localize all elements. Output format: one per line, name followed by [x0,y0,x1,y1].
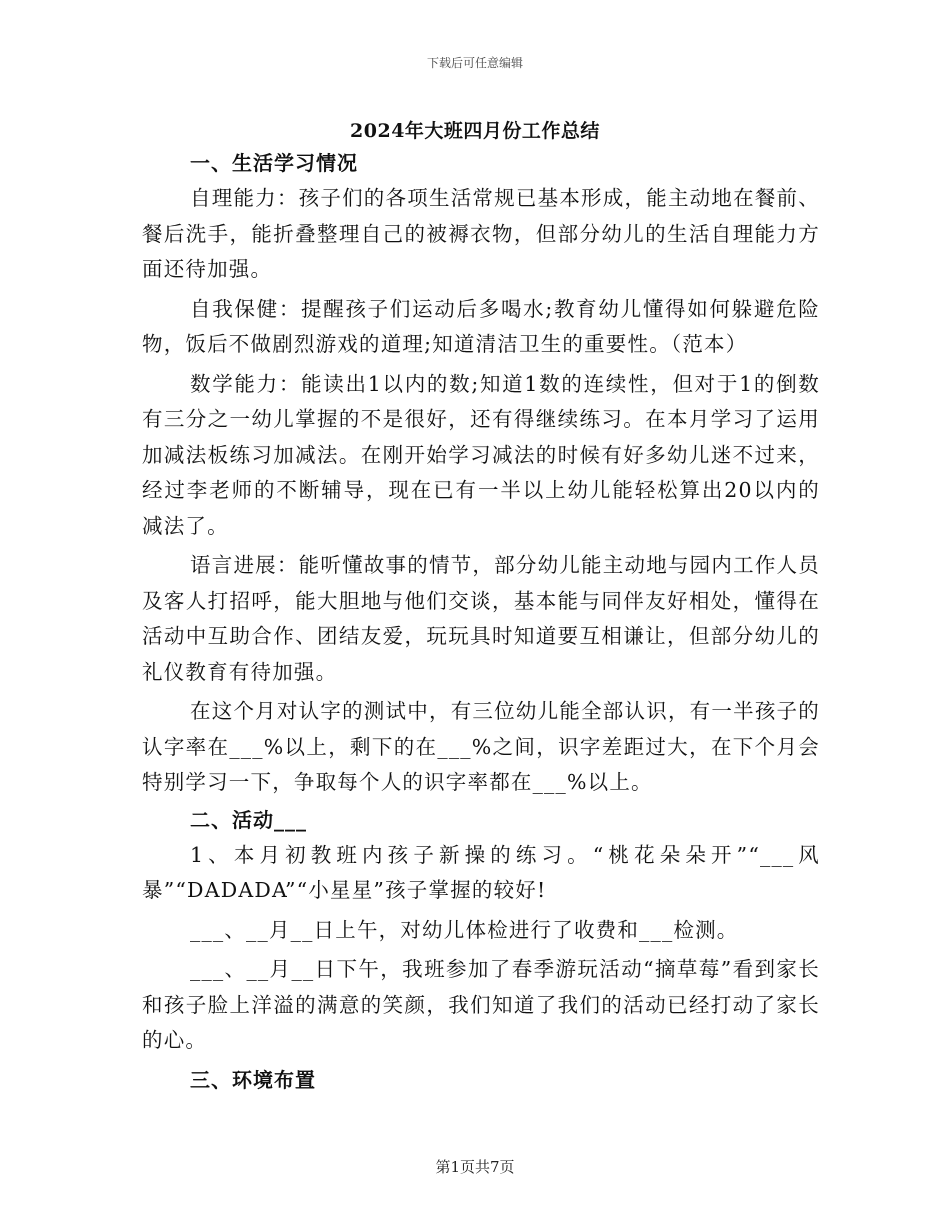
paragraph-literacy-test: 在这个月对认字的测试中，有三位幼儿能全部认识，有一半孩子的认字率在___%以上，剩下的在___%之间，识字差距过大，在下个月会特别学习一下，争取每个人的识字率都在___%以上。 [142,699,820,794]
paragraph-language: 语言进展：能听懂故事的情节，部分幼儿能主动地与园内工作人员及客人打招呼，能大胆地与他们交谈，基本能与同伴友好相处，懂得在活动中互助合作、团结友爱，玩玩具时知道要互相谦让，但部分幼儿的礼仪教育有待加强。 [142,553,820,684]
document-body [142,148,820,1098]
section-heading-3: 三、环境布置 [190,1067,316,1092]
paragraph-outing: ___、__月__日下午，我班参加了春季游玩活动“摘草莓”看到家长和孩子脸上洋溢的满意的笑颜，我们知道了我们的活动已经打动了家长的心。 [142,957,820,1052]
page-number: 第1页共7页 [435,1158,515,1176]
section-heading-2: 二、活动___ [190,807,307,832]
paragraph-checkup: ___、__月__日上午，对幼儿体检进行了收费和___检测。 [190,917,739,942]
paragraph-health: 自我保健：提醒孩子们运动后多喝水;教育幼儿懂得如何躲避危险物，饭后不做剧烈游戏的道理;知道清洁卫生的重要性。（范本） [142,296,820,356]
paragraph-self-care: 自理能力：孩子们的各项生活常规已基本形成，能主动地在餐前、餐后洗手，能折叠整理自己的被褥衣物，但部分幼儿的生活自理能力方面还待加强。 [142,186,820,281]
section-heading-1: 一、生活学习情况 [190,151,358,175]
paragraph-math: 数学能力：能读出1以内的数;知道1数的连续性，但对于1的倒数有三分之一幼儿掌握的不是很好，还有得继续练习。在本月学习了运用加减法板练习加减法。在刚开始学习减法的时候有好多幼儿迷不过来，经过李老师的不断辅导，现在已有一半以上幼儿能轻松算出20以内的减法了。 [142,371,820,538]
document-title: 2024年大班四月份工作总结 [350,120,600,142]
page-header-note: 下载后可任意编辑 [426,56,523,70]
paragraph-exercise: 1、本月初教班内孩子新操的练习。“桃花朵朵开”“___风暴”“DADADA”“小星星”孩子掌握的较好! [142,842,820,902]
